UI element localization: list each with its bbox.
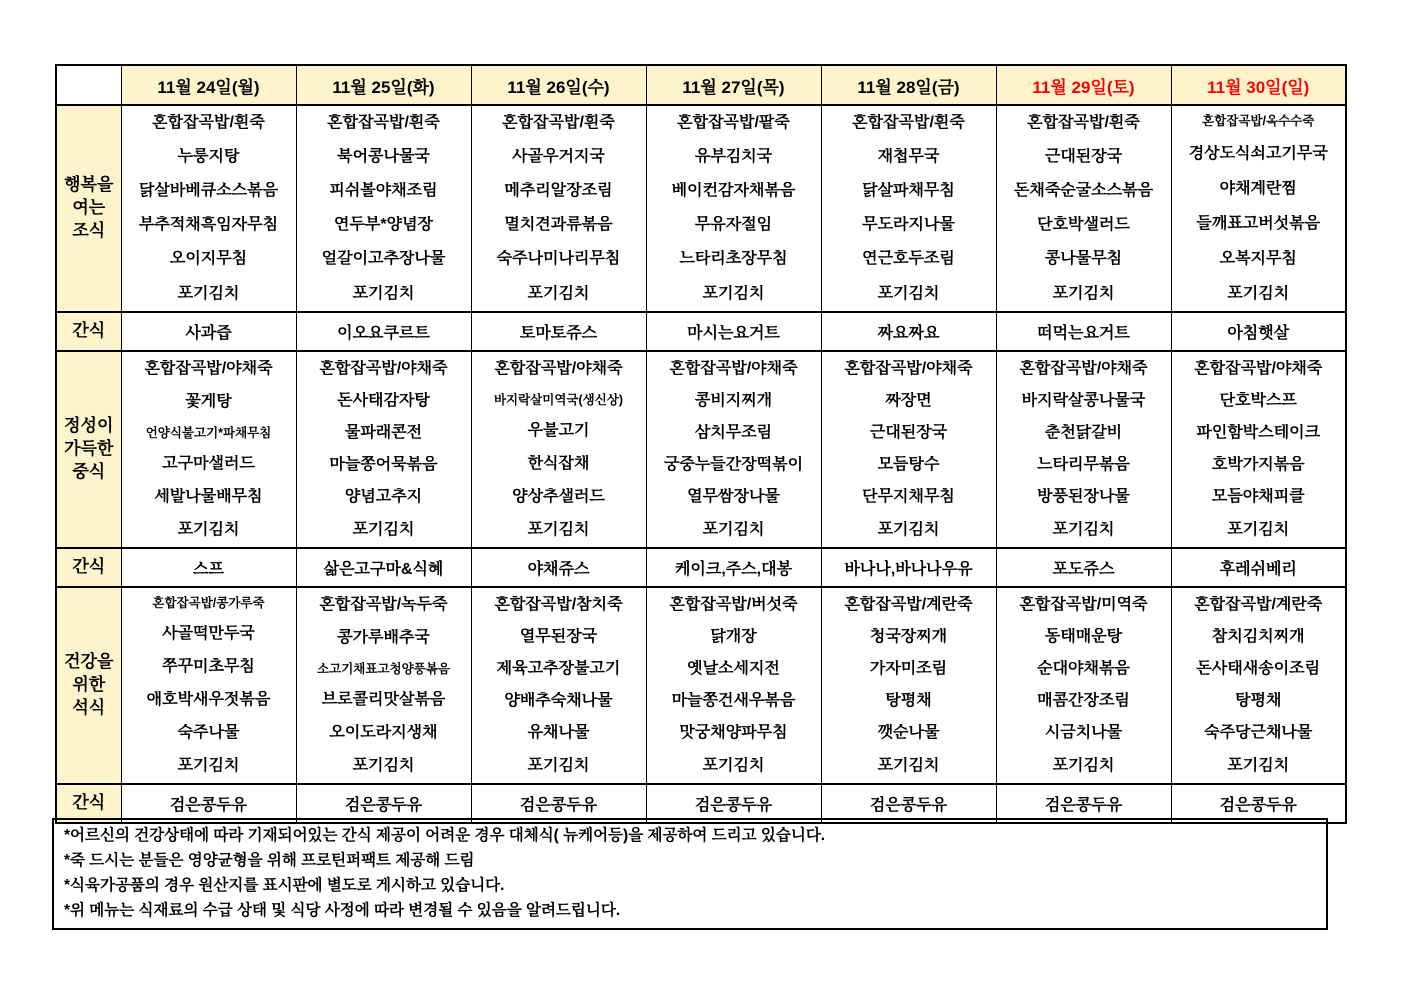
menu-item: 혼합잡곡밥/야채죽 <box>144 360 273 377</box>
menu-item: 숙주나물 <box>177 723 240 741</box>
menu-item: 춘천닭갈비 <box>1044 424 1123 442</box>
day-header: 11월 28일(금) <box>821 65 996 105</box>
menu-item: 포기김치 <box>177 756 240 774</box>
menu-item: 혼합잡곡밥/야채죽 <box>319 360 448 377</box>
menu-item: 매콤간장조림 <box>1037 692 1130 710</box>
meal-cell <box>821 351 996 548</box>
meal-cell <box>121 105 296 312</box>
row-label-line: 정성이 <box>64 416 114 436</box>
menu-item: 혼합잡곡밥/계란죽 <box>1194 596 1323 613</box>
menu-item: 애호박새우젓볶음 <box>146 690 271 708</box>
menu-item: 닭개장 <box>710 628 757 646</box>
menu-item: 단무지채무침 <box>862 488 955 506</box>
menu-item: 무도라지나물 <box>862 216 955 234</box>
meal-cell <box>996 105 1171 312</box>
menu-item: 유부김치국 <box>694 148 773 166</box>
meal-cell <box>296 105 471 312</box>
menu-item: 포기김치 <box>1227 756 1290 774</box>
row-label <box>56 548 121 587</box>
snack-cell: 이오요쿠르트 <box>296 312 471 351</box>
snack-cell: 검은콩두유 <box>821 784 996 823</box>
menu-item: 혼합잡곡밥/콩가루죽 <box>152 596 265 610</box>
meal-cell <box>996 587 1171 784</box>
menu-item: 혼합잡곡밥/야채죽 <box>1019 360 1148 377</box>
menu-item: 포기김치 <box>527 756 590 774</box>
menu-item: 포기김치 <box>352 284 415 302</box>
snack-cell: 검은콩두유 <box>996 784 1171 823</box>
day-header: 11월 25일(화) <box>296 65 471 105</box>
snack-cell: 후레쉬베리 <box>1171 548 1346 587</box>
menu-item: 소고기채표고청양풍볶음 <box>317 661 450 676</box>
menu-item: 콩가루배추국 <box>337 628 430 646</box>
menu-item: 부추적채흑임자무침 <box>138 216 279 234</box>
menu-item: 참치김치찌개 <box>1211 628 1305 646</box>
row-label-line: 위한 <box>72 675 106 695</box>
row-label-line: 조식 <box>72 220 106 240</box>
menu-item: 닭살바베큐소스볶음 <box>138 182 279 200</box>
menu-item: 시금치나물 <box>1044 724 1123 742</box>
note-line: *위 메뉴는 식재료의 수급 상태 및 식당 사정에 따라 변경될 수 있음을 알려드립니다. <box>64 902 621 920</box>
note-line: *어르신의 건강상태에 따라 기재되어있는 간식 제공이 어려운 경우 대체식( 뉴케어등)을 제공하여 드리고 있습니다. <box>64 827 826 845</box>
menu-item: 닭살파채무침 <box>862 182 955 200</box>
menu-item: 짜장면 <box>885 392 932 410</box>
menu-item: 포기김치 <box>702 284 765 302</box>
row-label <box>56 105 121 312</box>
menu-item: 양상추샐러드 <box>512 487 605 505</box>
menu-item: 얼갈이고추장나물 <box>321 250 446 268</box>
menu-item: 포기김치 <box>177 520 240 538</box>
menu-item: 열무된장국 <box>519 628 598 646</box>
snack-cell: 사과즙 <box>121 312 296 351</box>
menu-item: 혼합잡곡밥/야채죽 <box>844 360 973 377</box>
day-header: 11월 29일(토) <box>996 65 1171 105</box>
meal-cell <box>821 105 996 312</box>
menu-item: 포기김치 <box>702 520 765 538</box>
menu-item: 깻순나물 <box>877 724 940 742</box>
menu-item: 순대야채볶음 <box>1037 660 1130 678</box>
menu-item: 누룽지탕 <box>177 148 240 166</box>
meal-cell <box>296 587 471 784</box>
menu-item: 마늘쫑건새우볶음 <box>671 692 796 710</box>
menu-item: 포기김치 <box>1227 520 1290 538</box>
row-label-line: 간식 <box>72 793 106 813</box>
menu-item: 경상도식쇠고기무국 <box>1188 144 1328 162</box>
row-label-line: 중식 <box>72 461 106 481</box>
menu-item: 가자미조림 <box>869 660 948 678</box>
row-label <box>56 351 121 548</box>
menu-item: 오복지무침 <box>1219 249 1297 267</box>
snack-cell: 삶은고구마&식혜 <box>296 548 471 587</box>
menu-item: 마늘쫑어묵볶음 <box>329 456 438 474</box>
note-line: *죽 드시는 분들은 영양균형을 위해 프로틴퍼팩트 제공해 드림 <box>64 852 475 870</box>
day-header: 11월 24일(월) <box>121 65 296 105</box>
menu-item: 단호박스프 <box>1219 392 1297 410</box>
snack-cell: 야채쥬스 <box>471 548 646 587</box>
menu-item: 야채계란찜 <box>1219 179 1297 197</box>
menu-item: 숙주나미나리무침 <box>496 250 621 268</box>
menu-item: 포기김치 <box>1052 284 1115 302</box>
menu-item: 근대된장국 <box>1044 148 1123 166</box>
menu-item: 유채나물 <box>527 724 590 742</box>
menu-item: 고구마샐러드 <box>162 454 255 472</box>
menu-item: 모듬탕수 <box>877 456 940 474</box>
snack-cell: 떠먹는요거트 <box>996 312 1171 351</box>
menu-item: 바지락살콩나물국 <box>1021 392 1146 410</box>
menu-item: 무유자절임 <box>694 216 773 234</box>
menu-item: 브로콜리맛살볶음 <box>321 690 446 708</box>
menu-item: 양배추숙채나물 <box>504 692 613 710</box>
menu-item: 포기김치 <box>527 520 590 538</box>
menu-item: 포기김치 <box>1227 284 1290 302</box>
menu-item: 우불고기 <box>527 421 590 439</box>
meal-cell <box>296 351 471 548</box>
menu-item: 방풍된장나물 <box>1037 488 1130 506</box>
snack-cell: 검은콩두유 <box>121 784 296 823</box>
menu-item: 혼합잡곡밥/미역죽 <box>1019 596 1148 613</box>
menu-item: 돈사태감자탕 <box>337 392 430 410</box>
menu-item: 느타리무볶음 <box>1037 456 1130 474</box>
snack-cell: 토마토쥬스 <box>471 312 646 351</box>
menu-item: 혼합잡곡밥/옥수수죽 <box>1202 114 1315 128</box>
menu-item: 포기김치 <box>177 284 240 302</box>
snack-cell: 바나나,바나나우유 <box>821 548 996 587</box>
menu-item: 한식잡채 <box>527 454 590 472</box>
menu-item: 메추리알장조림 <box>504 182 613 200</box>
row-label-line: 간식 <box>72 557 106 577</box>
menu-item: 재첩무국 <box>877 148 940 166</box>
menu-item: 돈사태새송이조림 <box>1196 660 1321 678</box>
menu-table-wrap <box>55 64 1347 824</box>
meal-cell <box>646 105 821 312</box>
menu-item: 포기김치 <box>877 756 940 774</box>
menu-item: 궁중누들간장떡볶이 <box>663 456 804 474</box>
menu-item: 제육고추장불고기 <box>496 660 621 678</box>
menu-item: 혼합잡곡밥/야채죽 <box>669 360 798 377</box>
menu-item: 포기김치 <box>1052 520 1115 538</box>
menu-item: 혼합잡곡밥/야채죽 <box>494 360 623 377</box>
menu-item: 혼합잡곡밥/녹두죽 <box>319 596 448 613</box>
menu-item: 모듬야채피클 <box>1211 488 1305 506</box>
menu-item: 혼합잡곡밥/계란죽 <box>844 596 973 613</box>
menu-item: 세발나물배무침 <box>154 487 263 505</box>
menu-item: 혼합잡곡밥/버섯죽 <box>669 596 798 613</box>
menu-item: 탕평채 <box>1235 692 1282 710</box>
snack-cell: 케이크,주스,대봉 <box>646 548 821 587</box>
menu-item: 혼합잡곡밥/흰죽 <box>502 114 615 131</box>
menu-item: 열무쌈장나물 <box>687 488 780 506</box>
menu-item: 양념고추지 <box>344 488 423 506</box>
menu-item: 혼합잡곡밥/흰죽 <box>852 114 965 131</box>
menu-item: 숙주당근채나물 <box>1204 724 1313 742</box>
menu-item: 콩비지찌개 <box>694 392 773 410</box>
menu-item: 포기김치 <box>702 756 765 774</box>
day-header: 11월 26일(수) <box>471 65 646 105</box>
row-label-line: 간식 <box>72 321 106 341</box>
meal-cell <box>121 587 296 784</box>
snack-cell: 검은콩두유 <box>646 784 821 823</box>
meal-cell <box>1171 351 1346 548</box>
menu-item: 바지락살미역국(생신상) <box>493 392 624 407</box>
menu-item: 혼합잡곡밥/흰죽 <box>327 114 440 131</box>
menu-item: 삼치무조림 <box>694 424 773 442</box>
menu-item: 동태매운탕 <box>1044 628 1123 646</box>
meal-cell <box>471 587 646 784</box>
menu-item: 포기김치 <box>527 284 590 302</box>
menu-item: 느타리초장무침 <box>679 250 788 268</box>
notes-box <box>52 818 1328 930</box>
row-label-line: 여는 <box>72 198 106 218</box>
snack-cell: 검은콩두유 <box>1171 784 1346 823</box>
snack-cell: 마시는요거트 <box>646 312 821 351</box>
menu-item: 포기김치 <box>877 284 940 302</box>
menu-item: 포기김치 <box>352 756 415 774</box>
day-header: 11월 27일(목) <box>646 65 821 105</box>
menu-item: 탕평채 <box>885 692 932 710</box>
menu-item: 파인함박스테이크 <box>1196 424 1321 442</box>
menu-item: 북어콩나물국 <box>337 148 430 166</box>
snack-cell: 검은콩두유 <box>296 784 471 823</box>
day-header: 11월 30일(일) <box>1171 65 1346 105</box>
menu-item: 들깨표고버섯볶음 <box>1196 214 1321 232</box>
menu-table <box>55 64 1347 824</box>
menu-item: 혼합잡곡밥/팥죽 <box>677 114 790 131</box>
menu-item: 언양식불고기*파채무침 <box>145 425 272 440</box>
menu-item: 포기김치 <box>1052 756 1115 774</box>
menu-item: 연근호두조림 <box>862 250 955 268</box>
menu-item: 쭈꾸미초무침 <box>162 657 255 675</box>
menu-item: 혼합잡곡밥/야채죽 <box>1194 360 1323 377</box>
menu-item: 오이지무침 <box>169 250 248 268</box>
meal-cell <box>821 587 996 784</box>
meal-cell <box>121 351 296 548</box>
meal-cell <box>471 351 646 548</box>
row-label <box>56 312 121 351</box>
menu-item: 근대된장국 <box>869 424 948 442</box>
note-line: *식육가공품의 경우 원산지를 표시판에 별도로 게시하고 있습니다. <box>64 877 505 895</box>
snack-cell: 아침햇살 <box>1171 312 1346 351</box>
menu-item: 멸치견과류볶음 <box>504 216 613 234</box>
menu-item: 피쉬볼야채조림 <box>329 182 438 200</box>
menu-item: 물파래콘전 <box>344 424 423 442</box>
row-label-line: 가득한 <box>64 439 114 459</box>
menu-item: 베이컨감자채볶음 <box>671 182 796 200</box>
menu-item: 옛날소세지전 <box>687 660 780 678</box>
snack-cell: 짜요짜요 <box>821 312 996 351</box>
menu-item: 맛궁채양파무침 <box>679 724 788 742</box>
menu-item: 사골떡만두국 <box>162 624 255 642</box>
menu-item: 포기김치 <box>352 520 415 538</box>
row-label-line: 석식 <box>72 697 106 717</box>
meal-cell <box>471 105 646 312</box>
menu-item: 혼합잡곡밥/참치죽 <box>494 596 623 613</box>
menu-item: 콩나물무침 <box>1044 250 1123 268</box>
menu-item: 청국장찌개 <box>869 628 948 646</box>
menu-item: 꽃게탕 <box>185 392 232 410</box>
menu-item: 단호박샐러드 <box>1037 216 1130 234</box>
row-label-line: 행복을 <box>64 175 114 195</box>
meal-cell <box>646 587 821 784</box>
snack-cell: 포도쥬스 <box>996 548 1171 587</box>
corner-cell <box>56 65 121 105</box>
snack-cell: 검은콩두유 <box>471 784 646 823</box>
menu-item: 사골우거지국 <box>512 148 605 166</box>
menu-item: 돈채죽순굴소스볶음 <box>1013 182 1154 200</box>
meal-cell <box>646 351 821 548</box>
meal-cell <box>1171 105 1346 312</box>
meal-cell <box>1171 587 1346 784</box>
menu-item: 혼합잡곡밥/흰죽 <box>1027 114 1140 131</box>
menu-item: 연두부*양념장 <box>334 216 433 234</box>
menu-item: 오이도라지생채 <box>329 723 438 741</box>
menu-item: 호박가지볶음 <box>1211 456 1305 474</box>
menu-item: 혼합잡곡밥/흰죽 <box>152 114 265 131</box>
meal-cell <box>996 351 1171 548</box>
snack-cell: 스프 <box>121 548 296 587</box>
row-label <box>56 587 121 784</box>
row-label-line: 건강을 <box>64 652 114 672</box>
menu-item: 포기김치 <box>877 520 940 538</box>
